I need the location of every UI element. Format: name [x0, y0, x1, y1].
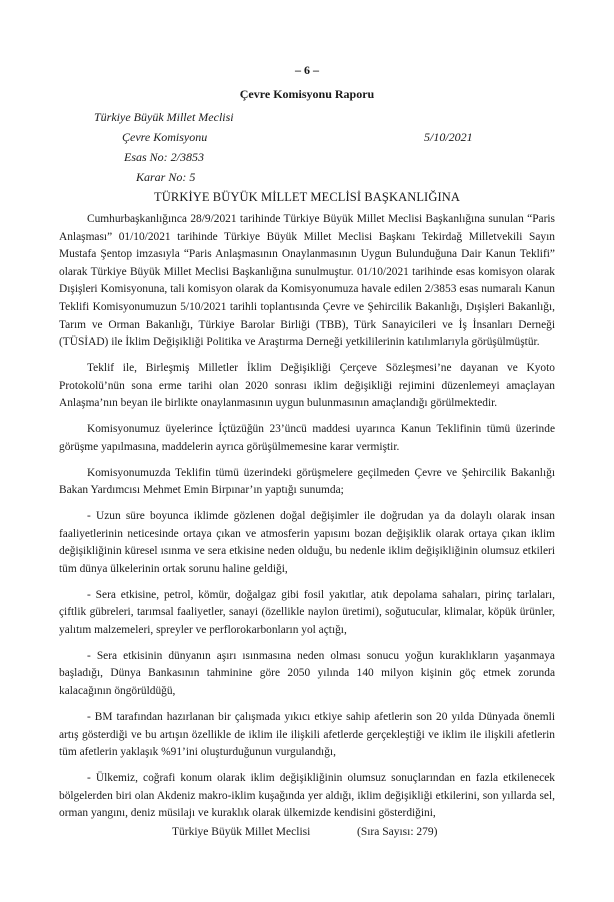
report-body — [59, 211, 555, 831]
bullet-paragraph: - Sera etkisinin dünyanın aşırı ısınmasına neden olması sonucu yoğun kuraklıkların yaşanmaya başladığı, Dünya Bankasının tahminine göre 2050 yılında 140 milyon kişinin göç etmek zorunda kalacağının öngörüldüğü, — [59, 649, 555, 698]
body-paragraph: Komisyonumuzda Teklifin tümü üzerindeki görüşmelere geçilmeden Çevre ve Şehircilik Bakanlığı Bakan Yardımcısı Mehmet Emin Birpınar’ın yaptığı sunumda; — [59, 466, 555, 497]
header-esas-no: Esas No: 2/3853 — [124, 150, 205, 164]
body-paragraph: Komisyonumuz üyelerince İçtüzüğün 23’üncü maddesi uyarınca Kanun Teklifinin tümü üzerinde görüşme yapılmasına, maddelerin ayrıca görüşülmemesine karar vermiştir. — [59, 423, 555, 453]
body-paragraph: Cumhurbaşkanlığınca 28/9/2021 tarihinde Türkiye Büyük Millet Meclisi Başkanlığına sunulan “Paris Anlaşması” 01/10/2021 tarihinde Türkiye Büyük Millet Meclisi Başkanı Tekirdağ Milletvekili Sayın Mustafa Şentop imzasıyla “Paris Anlaşmasının Onaylanmasının Uygun Bulunduğuna Dair Kanun Teklifi” olarak Türkiye Büyük Millet Meclisi Başkanlığına sunulmuştur. 01/10/2021 tarihinde esas komisyon olarak Dışişleri Komisyonuna, tali komisyon olarak da Komisyonumuza havale edilen 2/3853 esas numaralı Kanun Teklifi Komisyonumuzun 5/10/2021 tarihli toplantısında Çevre ve Şehircilik Bakanlığı, Dışişleri Bakanlığı, Tarım ve Orman Bakanlığı, Türkiye Barolar Birliği (TBB), Türk Sanayicileri ve İş İnsanları Derneği (TÜSİAD) ile İklim Değişikliği Politika ve Araştırma Derneği yetkililerinin katılımlarıyla görüşülmüştür. — [59, 213, 555, 349]
footer-assembly: Türkiye Büyük Millet Meclisi — [172, 826, 311, 838]
header-date: 5/10/2021 — [424, 130, 473, 144]
header-karar-no: Karar No: 5 — [136, 170, 196, 184]
bullet-paragraph: - Uzun süre boyunca iklimde gözlenen doğal değişimler ile doğrudan ya da dolaylı olarak insan faaliyetlerinin neticesinde ortaya çıkan ve atmosferin yapısını bozan değişiklik olarak ortaya çıkan iklim değişikliğinin küresel ısınma ve sera etkisine neden olduğu, bu nedenle iklim değişikliğinin olumsuz etkileri tüm dünya ülkelerinin ortak sorunu haline geldiği, — [59, 510, 555, 575]
addressee-heading: TÜRKİYE BÜYÜK MİLLET MECLİSİ BAŞKANLIĞINA — [154, 190, 460, 204]
bullet-paragraph: - Sera etkisine, petrol, kömür, doğalgaz gibi fosil yakıtlar, atık depolama sahaları, pirinç tarlaları, çiftlik gübreleri, tarımsal faaliyetler, sanayi (özellikle naylon üretimi), soğutucular, klimalar, köpük ürünler, yalıtım malzemeleri, spreyler ve perflorokarbonların yol açtığı, — [59, 588, 555, 636]
footer-sira-sayisi: (Sıra Sayısı: 279) — [357, 826, 438, 838]
bullet-paragraph: - Ülkemiz, coğrafi konum olarak iklim değişikliğinin olumsuz sonuçlarından en fazla etkilenecek bölgelerden biri olan Akdeniz makro-iklim kuşağında yer aldığı, iklim değişikliği etkilerini, son yıllarda sel, orman yangını, deniz müsilajı ve kuraklık olarak ülkemizde kendisini gösterdiğini, — [59, 772, 555, 820]
header-commission: Çevre Komisyonu — [122, 130, 208, 144]
header-assembly: Türkiye Büyük Millet Meclisi — [94, 110, 234, 124]
body-paragraph: Teklif ile, Birleşmiş Milletler İklim Değişikliği Çerçeve Sözleşmesi’ne dayanan ve Kyoto Protokolü’nün sona erme tarihi olan 2020 sonrası iklim değişikliği rejimini düzenlemeyi amaçlayan Anlaşma’nın beyan ile birlikte onaylanmasının uygun bulunmasının amaçlandığı görülmektedir. — [59, 362, 555, 410]
bullet-paragraph: - BM tarafından hazırlanan bir çalışmada yıkıcı etkiye sahip afetlerin son 20 yılda Dünyada önemli artış gösterdiği ve bu artışın özellikle de iklim ile ilişkili afetlerde gerçekleştiği ve iklim ile ilişkili afetlerin tüm afetlerin yaklaşık %91’ini oluşturduğunun vurgulandığı, — [59, 710, 555, 759]
page-number: – 6 – — [295, 63, 319, 77]
report-title: Çevre Komisyonu Raporu — [239, 87, 375, 101]
